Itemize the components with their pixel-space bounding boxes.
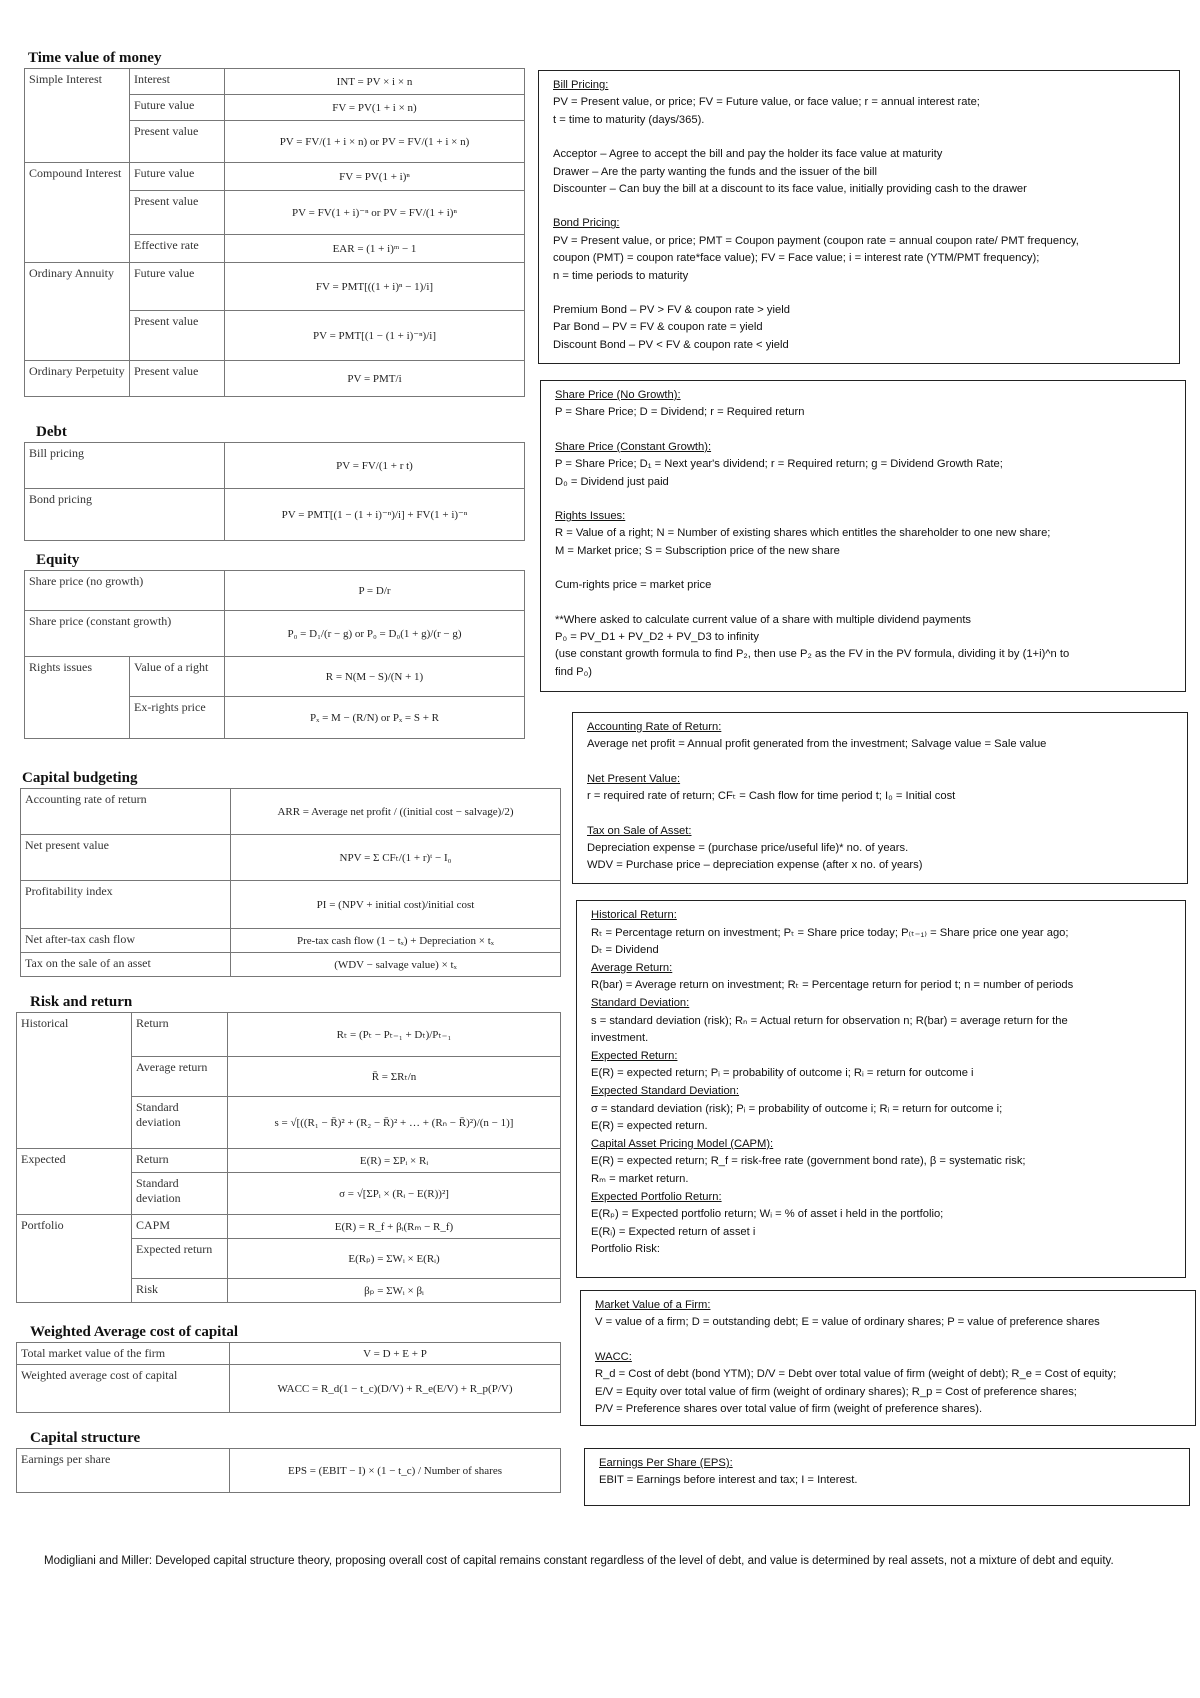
formula-cell: P₀ = D₁/(r − g) or P₀ = D₀(1 + g)/(r − g) xyxy=(225,611,525,657)
formula-cell: R̄ = ΣRₜ/n xyxy=(228,1057,561,1097)
table-row xyxy=(25,657,525,697)
box-line: R = Value of a right; N = Number of existing shares which entitles the shareholder to one new share; xyxy=(555,527,1051,540)
box-section-title: Expected Return: xyxy=(591,1049,678,1062)
formula-cell: Rₜ = (Pₜ − Pₜ₋₁ + Dₜ)/Pₜ₋₁ xyxy=(228,1013,561,1057)
box-line: P/V = Preference shares over total value of firm (weight of preference shares). xyxy=(595,1403,983,1416)
item-cell: Present value xyxy=(130,311,225,361)
item-cell: Future value xyxy=(130,95,225,121)
box-section-title: Capital Asset Pricing Model (CAPM): xyxy=(591,1137,774,1150)
box-line: s = standard deviation (risk); Rₙ = Actual return for observation n; R(bar) = average return for the xyxy=(591,1014,1068,1027)
group-cell: Ordinary Annuity xyxy=(25,263,130,361)
item-cell: Net present value xyxy=(21,835,231,881)
box-section-title: Earnings Per Share (EPS): xyxy=(599,1457,733,1469)
formula-cell: ARR = Average net profit / ((initial cost − salvage)/2) xyxy=(231,789,561,835)
heading-capital-structure: Capital structure xyxy=(30,1430,141,1446)
table-wacc xyxy=(16,1342,561,1413)
box-bill-bond-pricing xyxy=(538,70,1180,364)
box-line: Drawer – Are the party wanting the funds and the issuer of the bill xyxy=(553,165,877,178)
box-line: Depreciation expense = (purchase price/useful life)* no. of years. xyxy=(587,842,909,855)
box-section-title: Market Value of a Firm: xyxy=(595,1299,711,1311)
table-row xyxy=(25,443,525,489)
box-line: σ = standard deviation (risk); Pᵢ = probability of outcome i; Rᵢ = return for outcome i; xyxy=(591,1102,1003,1115)
box-line: V = value of a firm; D = outstanding debt; E = value of ordinary shares; P = value of preference shares xyxy=(595,1316,1100,1329)
box-section-title: Accounting Rate of Return: xyxy=(587,721,722,733)
box-line: Dₜ = Dividend xyxy=(591,944,659,957)
box-section-title: Expected Standard Deviation: xyxy=(591,1084,740,1097)
item-cell: Expected return xyxy=(132,1239,228,1279)
box-line: WDV = Purchase price – depreciation expense (after x no. of years) xyxy=(587,859,923,872)
box-line: EBIT = Earnings before interest and tax; I = Interest. xyxy=(599,1474,858,1487)
table-row xyxy=(25,361,525,397)
box-line: n = time periods to maturity xyxy=(553,269,689,282)
formula-cell: PV = FV/(1 + r t) xyxy=(225,443,525,489)
box-spacer xyxy=(587,754,1173,771)
table-risk-and-return xyxy=(16,1012,561,1303)
box-spacer xyxy=(555,422,1171,439)
item-cell: Standard deviation xyxy=(132,1173,228,1215)
box-line: E(R) = expected return; R_f = risk-free rate (government bond rate), β = systematic risk; xyxy=(591,1155,1026,1168)
table-row xyxy=(21,929,561,953)
modigliani-miller-note: Modigliani and Miller: Developed capital structure theory, proposing overall cost of capital remains constant regardless of the level of debt, and value is determined by real assets, not a mixture of debt and equity. xyxy=(44,1555,1114,1567)
box-earnings-per-share xyxy=(584,1448,1190,1506)
item-cell: Value of a right xyxy=(130,657,225,697)
box-line: M = Market price; S = Subscription price of the new share xyxy=(555,544,840,557)
group-cell: Simple Interest xyxy=(25,69,130,163)
item-cell: Return xyxy=(132,1149,228,1173)
table-row xyxy=(25,263,525,311)
item-cell: Total market value of the firm xyxy=(17,1343,230,1365)
item-cell: Future value xyxy=(130,263,225,311)
table-row xyxy=(17,1365,561,1413)
box-section-title: Average Return: xyxy=(591,961,673,974)
box-section-title: WACC: xyxy=(595,1350,632,1363)
table-time-value-of-money xyxy=(24,68,525,397)
heading-wacc: Weighted Average cost of capital xyxy=(30,1324,239,1340)
box-line: **Where asked to calculate current value of a share with multiple dividend payments xyxy=(555,613,972,626)
box-spacer xyxy=(587,806,1173,823)
formula-cell: FV = PV(1 + i)ⁿ xyxy=(225,163,525,191)
formula-cell: E(R) = R_f + βᵢ(Rₘ − R_f) xyxy=(228,1215,561,1239)
table-capital-structure xyxy=(16,1448,561,1493)
box-line: R_d = Cost of debt (bond YTM); D/V = Debt over total value of firm (weight of debt); R_e = Cost of equity; xyxy=(595,1368,1117,1381)
box-line: Acceptor – Agree to accept the bill and pay the holder its face value at maturity xyxy=(553,148,943,161)
table-row xyxy=(17,1449,561,1493)
box-section-title: Historical Return: xyxy=(591,909,677,921)
group-cell: Share price (constant growth) xyxy=(25,611,225,657)
box-section-title: Share Price (Constant Growth): xyxy=(555,440,712,453)
box-line: Premium Bond – PV > FV & coupon rate > yield xyxy=(553,304,790,317)
box-spacer xyxy=(555,560,1171,577)
table-row xyxy=(21,789,561,835)
group-cell: Share price (no growth) xyxy=(25,571,225,611)
item-cell: Profitability index xyxy=(21,881,231,929)
box-spacer xyxy=(553,198,1165,215)
table-debt xyxy=(24,442,525,541)
box-line: coupon (PMT) = coupon rate*face value); FV = Face value; i = interest rate (YTM/PMT frequency); xyxy=(553,252,1040,265)
box-line: D₀ = Dividend just paid xyxy=(555,475,669,488)
box-section-title: Net Present Value: xyxy=(587,772,681,785)
box-line: r = required rate of return; CFₜ = Cash flow for time period t; I₀ = Initial cost xyxy=(587,790,956,803)
item-cell: Effective rate xyxy=(130,235,225,263)
table-row xyxy=(17,1149,561,1173)
box-section-title: Standard Deviation: xyxy=(591,996,690,1009)
heading-equity: Equity xyxy=(36,552,80,568)
box-line: Discounter – Can buy the bill at a discount to its face value, initially providing cash to the drawer xyxy=(553,183,1027,196)
box-line: find P₀) xyxy=(555,665,592,678)
box-spacer xyxy=(555,491,1171,508)
box-historical-return xyxy=(576,900,1186,1278)
group-cell: Historical xyxy=(17,1013,132,1149)
group-cell: Compound Interest xyxy=(25,163,130,263)
heading-time-value-of-money: Time value of money xyxy=(28,50,162,66)
box-section-title: Rights Issues: xyxy=(555,510,626,523)
item-cell: Bond pricing xyxy=(25,489,225,541)
heading-capital-budgeting: Capital budgeting xyxy=(22,770,138,786)
formula-cell: (WDV − salvage value) × tₓ xyxy=(231,953,561,977)
item-cell: Return xyxy=(132,1013,228,1057)
table-row xyxy=(25,571,525,611)
formula-cell: PV = FV(1 + i)⁻ⁿ or PV = FV/(1 + i)ⁿ xyxy=(225,191,525,235)
box-line: investment. xyxy=(591,1032,649,1045)
box-line: R(bar) = Average return on investment; Rₜ = Percentage return for period t; n = number of periods xyxy=(591,979,1074,992)
formula-cell: EPS = (EBIT − I) × (1 − t_c) / Number of shares xyxy=(230,1449,561,1493)
formula-cell: WACC = R_d(1 − t_c)(D/V) + R_e(E/V) + R_p(P/V) xyxy=(230,1365,561,1413)
item-cell: Present value xyxy=(130,121,225,163)
box-line: E/V = Equity over total value of firm (weight of ordinary shares); R_p = Cost of preference shares; xyxy=(595,1385,1077,1398)
box-line: E(R) = expected return. xyxy=(591,1120,708,1133)
formula-cell: PI = (NPV + initial cost)/initial cost xyxy=(231,881,561,929)
heading-debt: Debt xyxy=(36,424,67,440)
item-cell: Standard deviation xyxy=(132,1097,228,1149)
table-row xyxy=(17,1013,561,1057)
item-cell: Tax on the sale of an asset xyxy=(21,953,231,977)
formula-cell: E(R) = ΣPᵢ × Rᵢ xyxy=(228,1149,561,1173)
heading-risk-and-return: Risk and return xyxy=(30,994,133,1010)
formula-cell: INT = PV × i × n xyxy=(225,69,525,95)
box-line: E(R) = expected return; Pᵢ = probability of outcome i; Rᵢ = return for outcome i xyxy=(591,1067,974,1080)
box-spacer xyxy=(555,595,1171,612)
item-cell: Present value xyxy=(130,361,225,397)
box-line: E(Rᵢ) = Expected return of asset i xyxy=(591,1225,756,1238)
formula-cell: R = N(M − S)/(N + 1) xyxy=(225,657,525,697)
formula-cell: PV = PMT[(1 − (1 + i)⁻ⁿ)/i] xyxy=(225,311,525,361)
item-cell: Ex-rights price xyxy=(130,697,225,739)
formula-cell: σ = √[ΣPᵢ × (Rᵢ − E(R))²] xyxy=(228,1173,561,1215)
table-row xyxy=(21,881,561,929)
box-line: PV = Present value, or price; FV = Future value, or face value; r = annual interest rate; xyxy=(553,96,980,109)
item-cell: Average return xyxy=(132,1057,228,1097)
box-section-title: Share Price (No Growth): xyxy=(555,389,681,401)
formula-cell: FV = PMT[((1 + i)ⁿ − 1)/i] xyxy=(225,263,525,311)
box-section-title: Tax on Sale of Asset: xyxy=(587,824,692,837)
item-cell: Earnings per share xyxy=(17,1449,230,1493)
box-accounting-rate-of-return xyxy=(572,712,1188,884)
box-line: Discount Bond – PV < FV & coupon rate < yield xyxy=(553,338,789,351)
box-line: t = time to maturity (days/365). xyxy=(553,113,705,126)
table-equity xyxy=(24,570,525,739)
box-line: Average net profit = Annual profit generated from the investment; Salvage value = Sale value xyxy=(587,738,1047,751)
box-line: E(Rₚ) = Expected portfolio return; Wᵢ = % of asset i held in the portfolio; xyxy=(591,1208,944,1221)
box-line: P = Share Price; D₁ = Next year's dividend; r = Required return; g = Dividend Growth Rate; xyxy=(555,458,1003,471)
box-line: (use constant growth formula to find P₂, then use P₂ as the FV in the PV formula, dividing it by (1+i)^n to xyxy=(555,648,1070,661)
box-section-title: Expected Portfolio Return: xyxy=(591,1190,722,1203)
formula-cell: P = D/r xyxy=(225,571,525,611)
table-row xyxy=(25,611,525,657)
box-section-title: Bill Pricing: xyxy=(553,79,609,91)
box-spacer xyxy=(595,1332,1181,1349)
group-cell: Expected xyxy=(17,1149,132,1215)
item-cell: Net after-tax cash flow xyxy=(21,929,231,953)
box-line: Rₘ = market return. xyxy=(591,1172,689,1185)
group-cell: Rights issues xyxy=(25,657,130,739)
item-cell: CAPM xyxy=(132,1215,228,1239)
box-line: P = Share Price; D = Dividend; r = Required return xyxy=(555,406,805,419)
table-row xyxy=(25,489,525,541)
group-cell: Ordinary Perpetuity xyxy=(25,361,130,397)
box-line: PV = Present value, or price; PMT = Coupon payment (coupon rate = annual coupon rate/ PMT frequency, xyxy=(553,234,1079,247)
formula-cell: EAR = (1 + i)ᵐ − 1 xyxy=(225,235,525,263)
formula-cell: PV = PMT[(1 − (1 + i)⁻ⁿ)/i] + FV(1 + i)⁻ⁿ xyxy=(225,489,525,541)
item-cell: Accounting rate of return xyxy=(21,789,231,835)
box-market-value-wacc xyxy=(580,1290,1196,1426)
formula-cell: V = D + E + P xyxy=(230,1343,561,1365)
box-line: Portfolio Risk: xyxy=(591,1243,661,1256)
item-cell: Weighted average cost of capital xyxy=(17,1365,230,1413)
table-row xyxy=(21,953,561,977)
formula-cell: βₚ = ΣWᵢ × βᵢ xyxy=(228,1279,561,1303)
item-cell: Interest xyxy=(130,69,225,95)
item-cell: Future value xyxy=(130,163,225,191)
item-cell: Present value xyxy=(130,191,225,235)
table-row xyxy=(17,1215,561,1239)
item-cell: Risk xyxy=(132,1279,228,1303)
group-cell: Portfolio xyxy=(17,1215,132,1303)
formula-cell: PV = FV/(1 + i × n) or PV = FV/(1 + i × n) xyxy=(225,121,525,163)
table-capital-budgeting xyxy=(20,788,561,977)
formula-cell: NPV = Σ CFₜ/(1 + r)ᵗ − I₀ xyxy=(231,835,561,881)
box-section-title: Bond Pricing: xyxy=(553,217,620,230)
table-row xyxy=(21,835,561,881)
box-line: P₀ = PV_D1 + PV_D2 + PV_D3 to infinity xyxy=(555,631,759,644)
table-row xyxy=(25,163,525,191)
box-line: Rₜ = Percentage return on investment; Pₜ = Share price today; P₍ₜ₋₁₎ = Share price one year ago; xyxy=(591,926,1069,939)
box-spacer xyxy=(553,285,1165,302)
box-spacer xyxy=(553,129,1165,146)
formula-cell: s = √[((R₁ − R̄)² + (R₂ − R̄)² + … + (Rₙ − R̄)²)/(n − 1)] xyxy=(228,1097,561,1149)
formula-cell: PV = PMT/i xyxy=(225,361,525,397)
table-row xyxy=(17,1343,561,1365)
box-share-price xyxy=(540,380,1186,692)
formula-cell: FV = PV(1 + i × n) xyxy=(225,95,525,121)
table-row xyxy=(25,69,525,95)
box-line: Cum-rights price = market price xyxy=(555,579,712,592)
formula-cell: E(Rₚ) = ΣWᵢ × E(Rᵢ) xyxy=(228,1239,561,1279)
box-line: Par Bond – PV = FV & coupon rate = yield xyxy=(553,321,763,334)
formula-cell: Pₓ = M − (R/N) or Pₓ = S + R xyxy=(225,697,525,739)
item-cell: Bill pricing xyxy=(25,443,225,489)
formula-cell: Pre-tax cash flow (1 − tₓ) + Depreciation × tₓ xyxy=(231,929,561,953)
